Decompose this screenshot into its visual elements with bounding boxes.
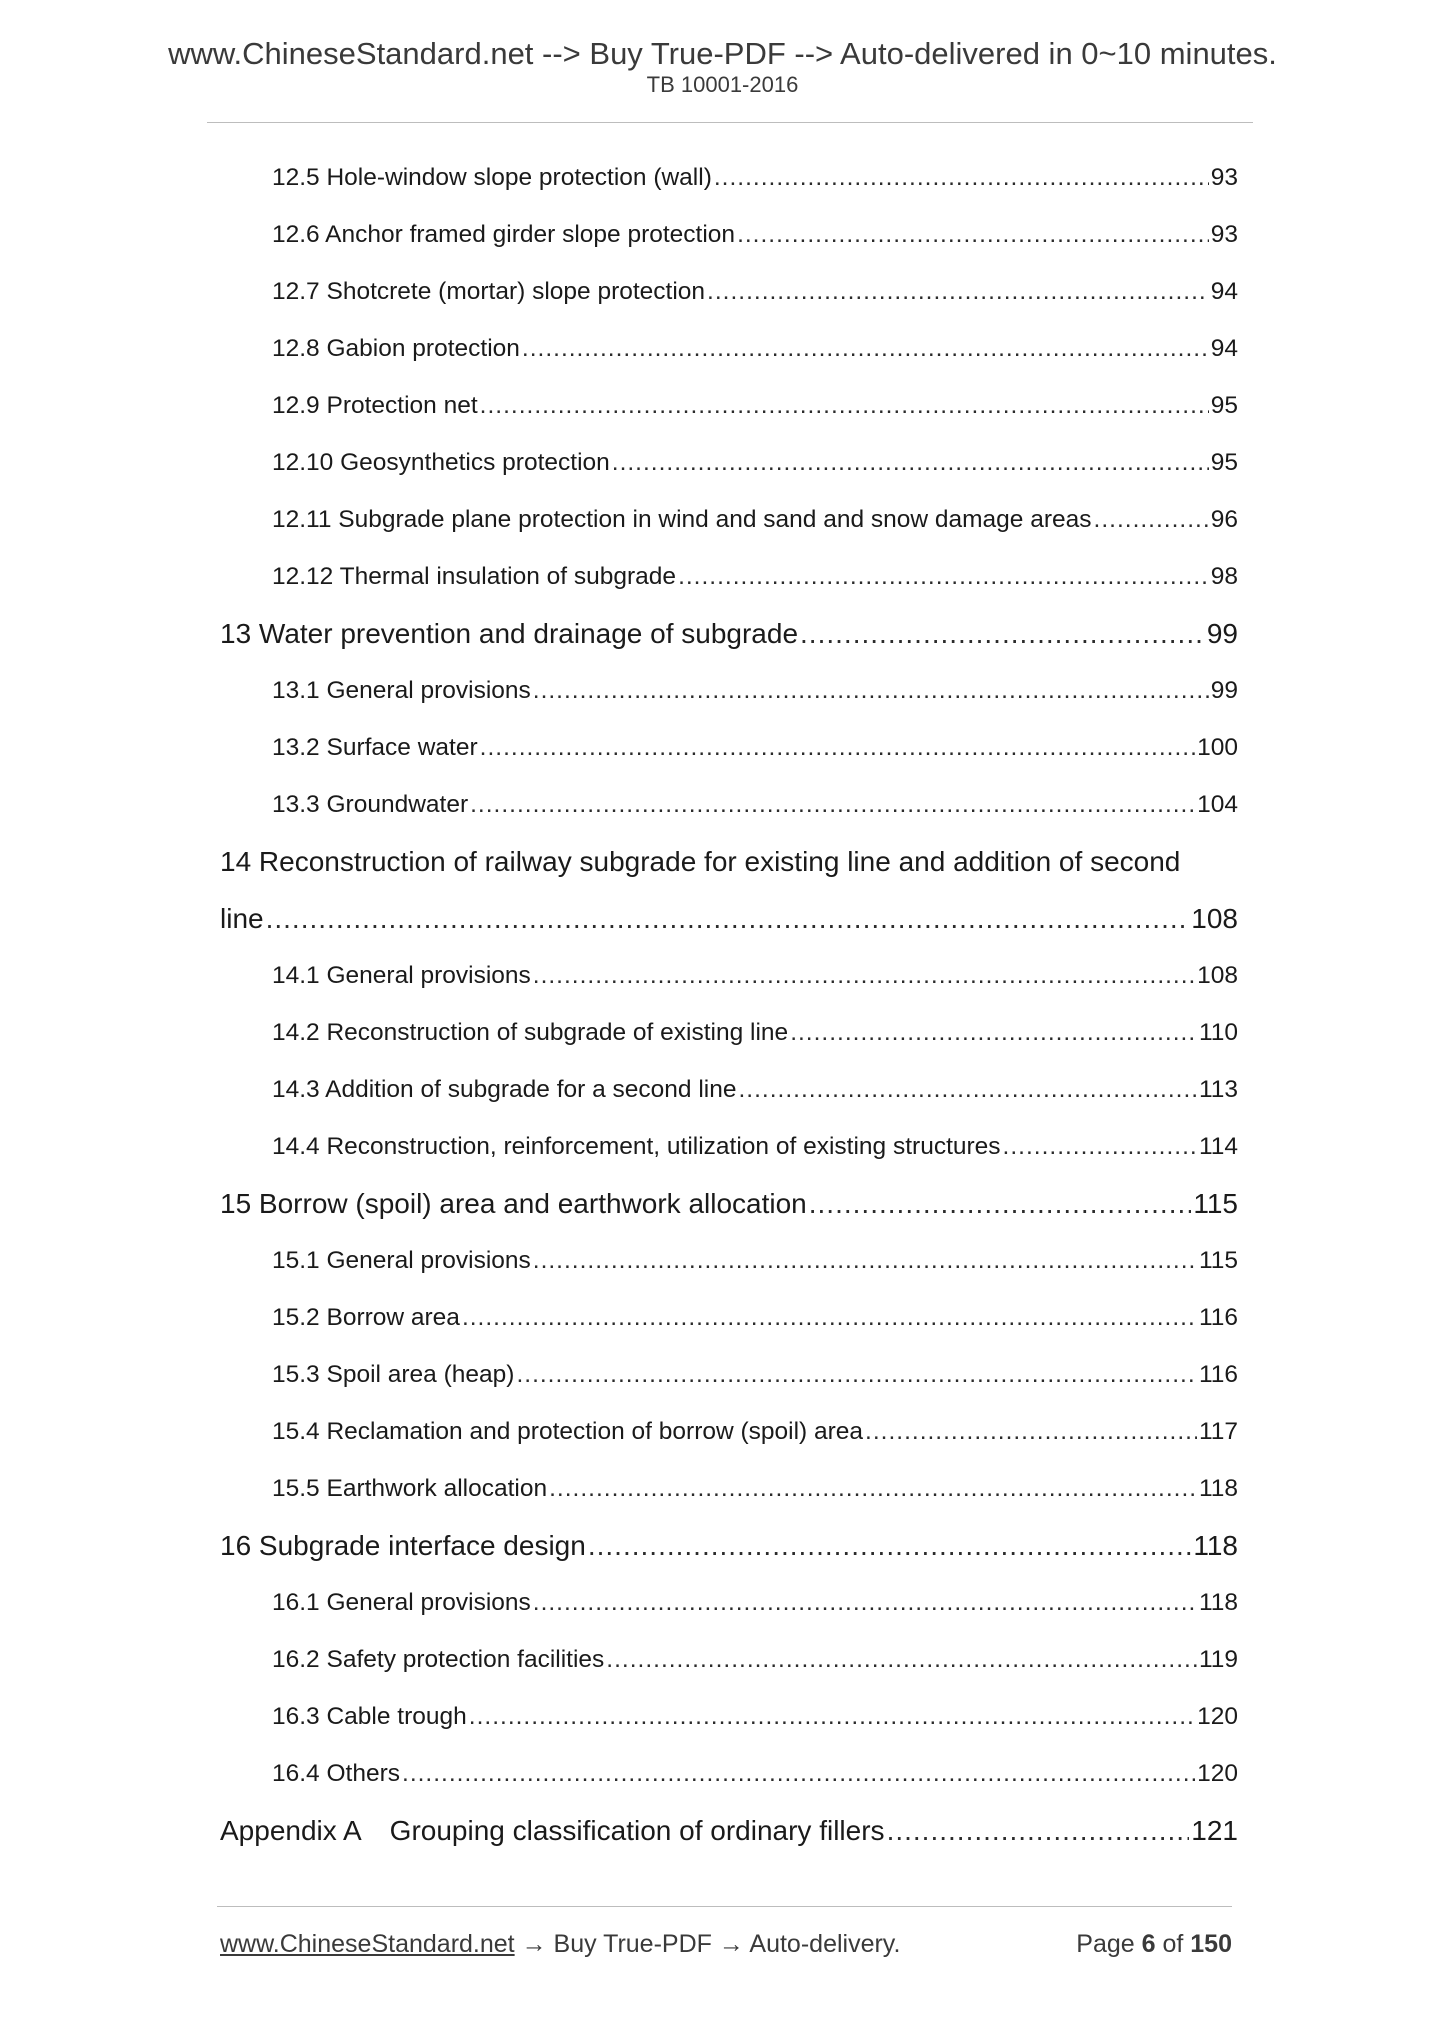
toc-entry-title: 15.4 Reclamation and protection of borrow (spoil) area — [272, 1418, 864, 1445]
toc-entry-title: 13.1 General provisions — [272, 677, 531, 704]
toc-entry-page: 120 — [1197, 1760, 1238, 1787]
toc-entry-title: 16.4 Others — [272, 1760, 401, 1787]
toc-entry-page: 113 — [1198, 1076, 1238, 1103]
toc-chapter-page: 118 — [1193, 1530, 1238, 1561]
toc-entry-title: 14.2 Reconstruction of subgrade of existing line — [272, 1019, 789, 1046]
toc-leader-dots — [865, 1412, 1197, 1452]
toc-entry[interactable] — [272, 1241, 1238, 1281]
toc-entry-title: 12.12 Thermal insulation of subgrade — [272, 563, 677, 590]
toc-leader-dots — [1003, 1127, 1197, 1167]
toc-leader-dots — [516, 1355, 1196, 1395]
toc-entry-page: 94 — [1210, 278, 1238, 305]
footer-divider — [217, 1906, 1232, 1907]
toc-entry[interactable] — [272, 158, 1238, 198]
toc-entry-page: 114 — [1198, 1133, 1238, 1160]
toc-entry[interactable] — [272, 1013, 1238, 1053]
toc-entry-title: 16.3 Cable trough — [272, 1703, 467, 1730]
toc-leader-dots — [790, 1013, 1197, 1053]
toc-chapter-page: 108 — [1191, 903, 1238, 934]
toc-leader-dots — [480, 728, 1195, 768]
toc-entry[interactable] — [272, 1298, 1238, 1338]
toc-entry-title: 16.1 General provisions — [272, 1589, 531, 1616]
toc-entry[interactable] — [272, 785, 1238, 825]
footer-site-link[interactable]: www.ChineseStandard.net — [220, 1930, 515, 1958]
toc-entry[interactable] — [272, 1640, 1238, 1680]
header-divider — [207, 122, 1253, 123]
toc-leader-dots — [738, 1070, 1196, 1110]
toc-entry-title: 14.3 Addition of subgrade for a second line — [272, 1076, 737, 1103]
toc-chapter[interactable] — [220, 899, 1238, 939]
toc-entry-title: 14.4 Reconstruction, reinforcement, utilization of existing structures — [272, 1133, 1001, 1160]
toc-entry[interactable] — [272, 956, 1238, 996]
toc-entry[interactable] — [272, 1127, 1238, 1167]
toc-entry[interactable] — [272, 1469, 1238, 1509]
toc-entry-title: 15.5 Earthwork allocation — [272, 1475, 548, 1502]
toc-entry-page: 98 — [1210, 563, 1238, 590]
toc-chapter[interactable] — [220, 614, 1238, 654]
toc-entry-title: 15.1 General provisions — [272, 1247, 531, 1274]
toc-entry[interactable] — [272, 1412, 1238, 1452]
toc-leader-dots — [678, 557, 1209, 597]
toc-entry-page: 93 — [1210, 164, 1238, 191]
toc-chapter-title: 14 Reconstruction of railway subgrade for existing line and addition of second — [220, 846, 1181, 877]
toc-chapter-title: 15 Borrow (spoil) area and earthwork allocation — [220, 1188, 807, 1219]
footer-left — [220, 1926, 900, 1962]
toc-entry-page: 95 — [1210, 392, 1238, 419]
toc-leader-dots — [480, 386, 1209, 426]
toc-leader-dots — [469, 1697, 1195, 1737]
toc-leader-dots — [533, 1241, 1197, 1281]
toc-leader-dots — [612, 443, 1209, 483]
toc-chapter-page: 115 — [1193, 1188, 1238, 1219]
document-code: TB 10001-2016 — [646, 72, 799, 97]
toc-entry-page: 120 — [1197, 1703, 1238, 1730]
toc-entry-title: 13.3 Groundwater — [272, 791, 469, 818]
toc-entry-page: 117 — [1198, 1418, 1238, 1445]
page-total: 150 — [1190, 1930, 1232, 1958]
toc-leader-dots — [887, 1811, 1190, 1851]
toc-leader-dots — [809, 1184, 1192, 1224]
page-current: 6 — [1141, 1930, 1156, 1958]
toc-chapter[interactable] — [220, 1526, 1238, 1566]
toc-entry-page: 93 — [1210, 221, 1238, 248]
toc-entry[interactable] — [272, 1070, 1238, 1110]
toc-leader-dots — [533, 1583, 1197, 1623]
toc-leader-dots — [737, 215, 1209, 255]
toc-leader-dots — [588, 1526, 1192, 1566]
toc-entry-page: 115 — [1198, 1247, 1238, 1274]
toc-chapter-page: 99 — [1206, 618, 1238, 649]
page-of-label: of — [1162, 1930, 1184, 1958]
toc-entry-title: 12.5 Hole-window slope protection (wall) — [272, 164, 712, 191]
toc-entry-page: 118 — [1198, 1475, 1238, 1502]
toc-entry[interactable] — [272, 272, 1238, 312]
toc-entry[interactable] — [272, 1355, 1238, 1395]
toc-entry-title: 12.7 Shotcrete (mortar) slope protection — [272, 278, 706, 305]
toc-leader-dots — [800, 614, 1205, 654]
toc-leader-dots — [522, 329, 1209, 369]
toc-leader-dots — [462, 1298, 1197, 1338]
toc-chapter-line1[interactable] — [220, 842, 1238, 882]
toc-entry[interactable] — [272, 329, 1238, 369]
toc-entry-page: 108 — [1197, 962, 1238, 989]
toc-entry[interactable] — [272, 500, 1238, 540]
toc-entry-page: 119 — [1198, 1646, 1238, 1673]
toc-leader-dots — [714, 158, 1209, 198]
toc-entry-title: 15.3 Spoil area (heap) — [272, 1361, 515, 1388]
toc-entry-title: 13.2 Surface water — [272, 734, 478, 761]
toc-entry-title: 15.2 Borrow area — [272, 1304, 460, 1331]
page-label: Page — [1076, 1930, 1135, 1958]
toc-entry-title: 16.2 Safety protection facilities — [272, 1646, 605, 1673]
toc-entry[interactable] — [272, 671, 1238, 711]
toc-leader-dots — [707, 272, 1209, 312]
toc-entry-page: 104 — [1197, 791, 1238, 818]
toc-entry[interactable] — [272, 1697, 1238, 1737]
toc-entry[interactable] — [272, 386, 1238, 426]
toc-entry-title: 12.6 Anchor framed girder slope protection — [272, 221, 736, 248]
header-banner: www.ChineseStandard.net --> Buy True-PDF --> Auto-delivered in 0~10 minutes. — [168, 36, 1277, 71]
toc-entry-title: 12.8 Gabion protection — [272, 335, 520, 362]
toc-leader-dots — [266, 899, 1190, 939]
toc-entry[interactable] — [272, 215, 1238, 255]
toc-entry-page: 110 — [1198, 1019, 1238, 1046]
toc-entry[interactable] — [272, 443, 1238, 483]
footer-tagline: → Buy True-PDF → Auto-delivery. — [521, 1930, 901, 1958]
toc-entry-page: 116 — [1198, 1304, 1238, 1331]
toc-chapter[interactable] — [220, 1184, 1238, 1224]
toc-leader-dots — [606, 1640, 1197, 1680]
toc-entry-page: 95 — [1210, 449, 1238, 476]
toc-entry[interactable] — [272, 1754, 1238, 1794]
toc-appendix-title: Appendix A Grouping classification of ordinary fillers — [220, 1815, 885, 1846]
toc-appendix[interactable] — [220, 1811, 1238, 1851]
toc-chapter-title-continued: line — [220, 903, 264, 934]
toc-entry[interactable] — [272, 728, 1238, 768]
toc-appendix-page: 121 — [1191, 1815, 1238, 1846]
toc-leader-dots — [533, 956, 1195, 996]
page-indicator — [1076, 1926, 1232, 1962]
toc-leader-dots — [533, 671, 1209, 711]
toc-entry[interactable] — [272, 1583, 1238, 1623]
toc-chapter-title: 13 Water prevention and drainage of subgrade — [220, 618, 799, 649]
toc-entry-page: 118 — [1198, 1589, 1238, 1616]
footer — [220, 1926, 1232, 1962]
toc-entry-page: 96 — [1210, 506, 1238, 533]
toc-entry[interactable] — [272, 557, 1238, 597]
toc-leader-dots — [470, 785, 1195, 825]
toc-entry-title: 14.1 General provisions — [272, 962, 531, 989]
toc-leader-dots — [1094, 500, 1209, 540]
toc-entry-page: 100 — [1197, 734, 1238, 761]
toc-entry-page: 116 — [1198, 1361, 1238, 1388]
toc-chapter-title: 16 Subgrade interface design — [220, 1530, 586, 1561]
toc-entry-title: 12.10 Geosynthetics protection — [272, 449, 610, 476]
toc-entry-title: 12.11 Subgrade plane protection in wind and sand and snow damage areas — [272, 506, 1092, 533]
toc-entry-page: 99 — [1210, 677, 1238, 704]
toc-entry-title: 12.9 Protection net — [272, 392, 478, 419]
toc-entry-page: 94 — [1210, 335, 1238, 362]
toc-leader-dots — [402, 1754, 1195, 1794]
toc-leader-dots — [549, 1469, 1197, 1509]
